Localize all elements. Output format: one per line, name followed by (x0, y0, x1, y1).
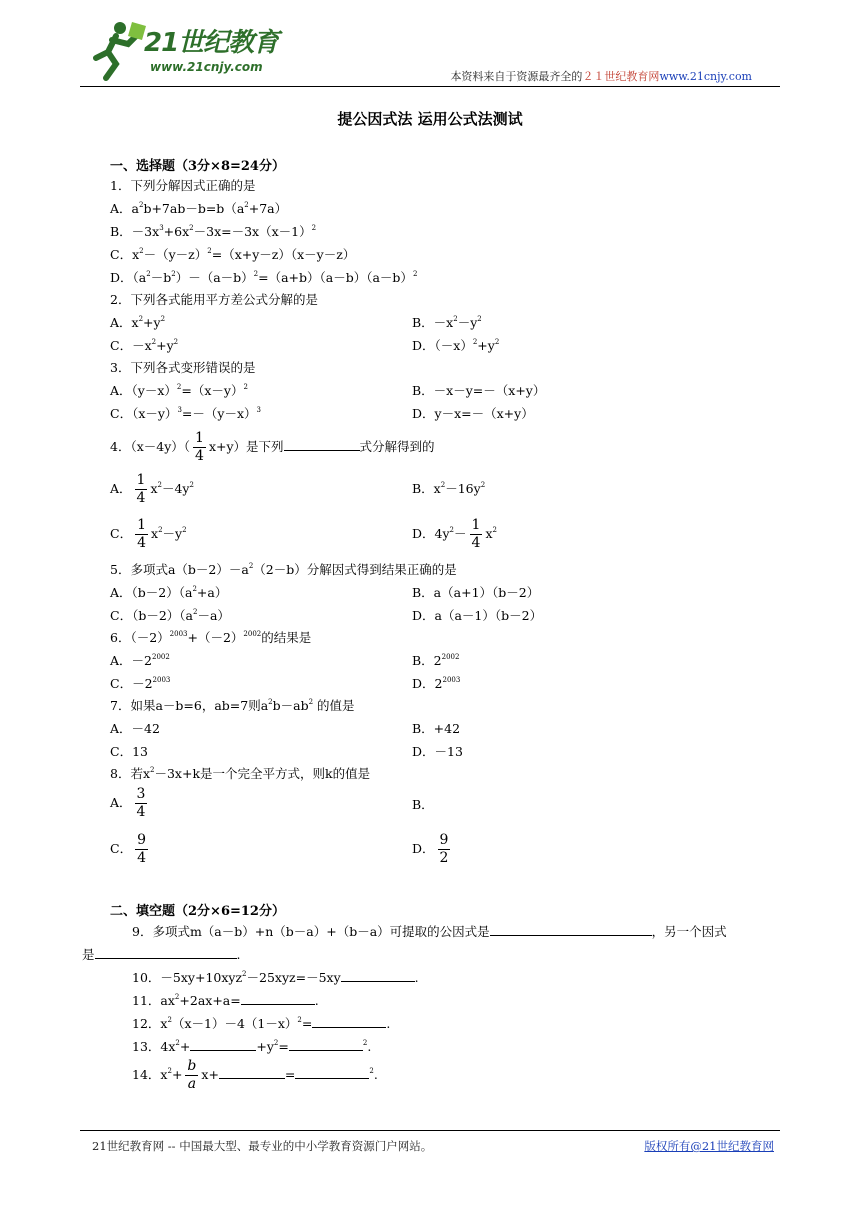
q1-option-d: D．$(a^2-b^2)-(a-b)^2=(a+b)(a-b)(a-b)^2$ (110, 270, 418, 285)
question-5: 5．多项式$a(b-2)-a^2(2-b)$分解因式得到结果正确的是 (110, 562, 457, 577)
fraction-quarter: $\frac{1}{4}$ (195, 430, 204, 464)
section-heading-choice: 一、选择题（3分×8=24分） (110, 159, 285, 174)
question-14: 14．$x^2+$ $\frac{b}{a}$ x+ = $^2$. (132, 1058, 378, 1092)
q5-option-c: C．$(b-2)(a^2-a)$ (110, 608, 230, 623)
question-1: 1．下列分解因式正确的是 (110, 178, 256, 193)
fraction-quarter: $\frac{1}{4}$ (471, 517, 481, 551)
site-logo[interactable] (86, 18, 286, 86)
q7-option-a: A．－42 (110, 721, 160, 736)
fraction-quarter: $\frac{1}{4}$ (136, 472, 146, 506)
q6-option-c: C．$-2^{2003}$ (110, 676, 171, 691)
q8-option-c: C． $\frac{9}{4}$ (110, 832, 146, 866)
q4-option-a: A． $\frac{1}{4}$ $x^2-4y^2$ (110, 472, 194, 506)
page-title: 提公因式法 运用公式法测试 (337, 110, 523, 128)
header-site-link[interactable]: ２１世纪教育网 (582, 70, 660, 83)
q6-option-a: A．$-2^{2002}$ (110, 653, 170, 668)
footer-copyright-link[interactable]: 版权所有@21世纪教育网 (644, 1139, 774, 1153)
logo-url: www.21cnjy.com (150, 60, 263, 74)
question-12: 12．$x^2(x-1)-4(1-x)^2=$ . (132, 1016, 391, 1031)
question-13: 13．$4x^2+ +y^2= ^2$. (132, 1039, 372, 1054)
answer-blank[interactable] (490, 923, 652, 936)
q2-option-d: D．$(-x)^2+y^2$ (412, 338, 500, 353)
answer-blank[interactable] (289, 1038, 363, 1051)
question-6: 6．$(-2)^{2003}+(-2)^{2002}$的结果是 (110, 630, 312, 645)
q8-option-b: B． (412, 797, 434, 812)
answer-blank[interactable] (95, 946, 237, 959)
question-9-cont: 是 . (82, 947, 241, 962)
q4-option-b: B．$x^2-16y^2$ (412, 481, 486, 496)
question-3: 3．下列各式变形错误的是 (110, 360, 256, 375)
q2-option-a: A．$x^2+y^2$ (110, 315, 166, 330)
answer-blank[interactable] (341, 969, 415, 982)
q6-option-b: B．$2^{2002}$ (412, 653, 460, 668)
q2-option-b: B．$-x^2-y^2$ (412, 315, 482, 330)
answer-blank[interactable] (312, 1015, 386, 1028)
fraction-b-over-a: $\frac{b}{a}$ (187, 1058, 197, 1092)
header-note: 本资料来自于资源最齐全的２１世纪教育网www.21cnjy.com (450, 70, 752, 83)
q2-option-c: C．$-x^2+y^2$ (110, 338, 179, 353)
answer-blank[interactable] (219, 1066, 285, 1079)
section-heading-fill: 二、填空题（2分×6=12分） (110, 904, 285, 919)
q1-option-a: A．$a^2b+7ab-b=b(a^2+7a)$ (110, 201, 288, 216)
q5-option-a: A．$(b-2)(a^2+a)$ (110, 585, 228, 600)
q4-option-d: D．$4y^2-$ $\frac{1}{4}$ $x^2$ (412, 517, 497, 551)
header-url-link[interactable]: www.21cnjy.com (659, 70, 752, 83)
footer-rule (80, 1130, 780, 1131)
q1-option-c: C．$x^2-(y-z)^2=(x+y-z)(x-y-z)$ (110, 247, 356, 262)
q7-option-b: B．+42 (412, 721, 461, 736)
logo-text: 21世纪教育 (144, 28, 279, 58)
q3-option-b: B．－x－y=－（x+y） (412, 383, 546, 398)
q6-option-d: D．$2^{2003}$ (412, 676, 461, 691)
question-7: 7．如果a－b=6，ab=7则$a^2b-ab^2$ 的值是 (110, 698, 355, 713)
q4-option-c: C． $\frac{1}{4}$ $x^2-y^2$ (110, 517, 187, 551)
answer-blank[interactable] (241, 992, 315, 1005)
q7-option-d: D．－13 (412, 744, 463, 759)
answer-blank[interactable] (190, 1038, 256, 1051)
q7-option-c: C．13 (110, 744, 148, 759)
q3-option-c: C．$(x-y)^3=-(y-x)^3$ (110, 406, 261, 421)
q8-option-d: D． $\frac{9}{2}$ (412, 832, 449, 866)
fraction-nine-quarters: $\frac{9}{4}$ (137, 832, 146, 866)
question-9: 9．多项式m（a－b）+n（b－a）+（b－a）可提取的公因式是 ，另一个因式 (132, 924, 727, 939)
footer-text: 21世纪教育网 -- 中国最大型、最专业的中小学教育资源门户网站。 (92, 1139, 433, 1153)
q5-option-d: D．a（a－1）（b－2） (412, 608, 543, 623)
answer-blank[interactable] (284, 438, 360, 451)
q1-option-b: B．$-3x^3+6x^2-3x=-3x(x-1)^2$ (110, 224, 317, 239)
q5-option-b: B．a（a+1）（b－2） (412, 585, 540, 600)
q3-option-d: D．y－x=－（x+y） (412, 406, 534, 421)
question-8: 8．若$x^2-3x+k$是一个完全平方式，则k的值是 (110, 766, 371, 781)
fraction-three-quarters: $\frac{3}{4}$ (136, 786, 146, 820)
question-11: 11．$ax^2+2ax+a=$ . (132, 993, 319, 1008)
runner-icon (86, 18, 150, 82)
question-4: 4．（x－4y）（ $\frac{1}{4}$ x+y）是下列 式分解得到的 (110, 430, 435, 464)
question-10: 10．－5xy+10xyz$^2$－25xyz=－5xy . (132, 970, 419, 985)
q8-option-a: A． $\frac{3}{4}$ (110, 786, 146, 820)
answer-blank[interactable] (295, 1066, 369, 1079)
question-2: 2．下列各式能用平方差公式分解的是 (110, 292, 318, 307)
fraction-quarter: $\frac{1}{4}$ (137, 517, 146, 551)
header-rule (80, 86, 780, 87)
fraction-nine-halves: $\frac{9}{2}$ (439, 832, 449, 866)
q3-option-a: A．$(y-x)^2=(x-y)^2$ (110, 383, 248, 398)
